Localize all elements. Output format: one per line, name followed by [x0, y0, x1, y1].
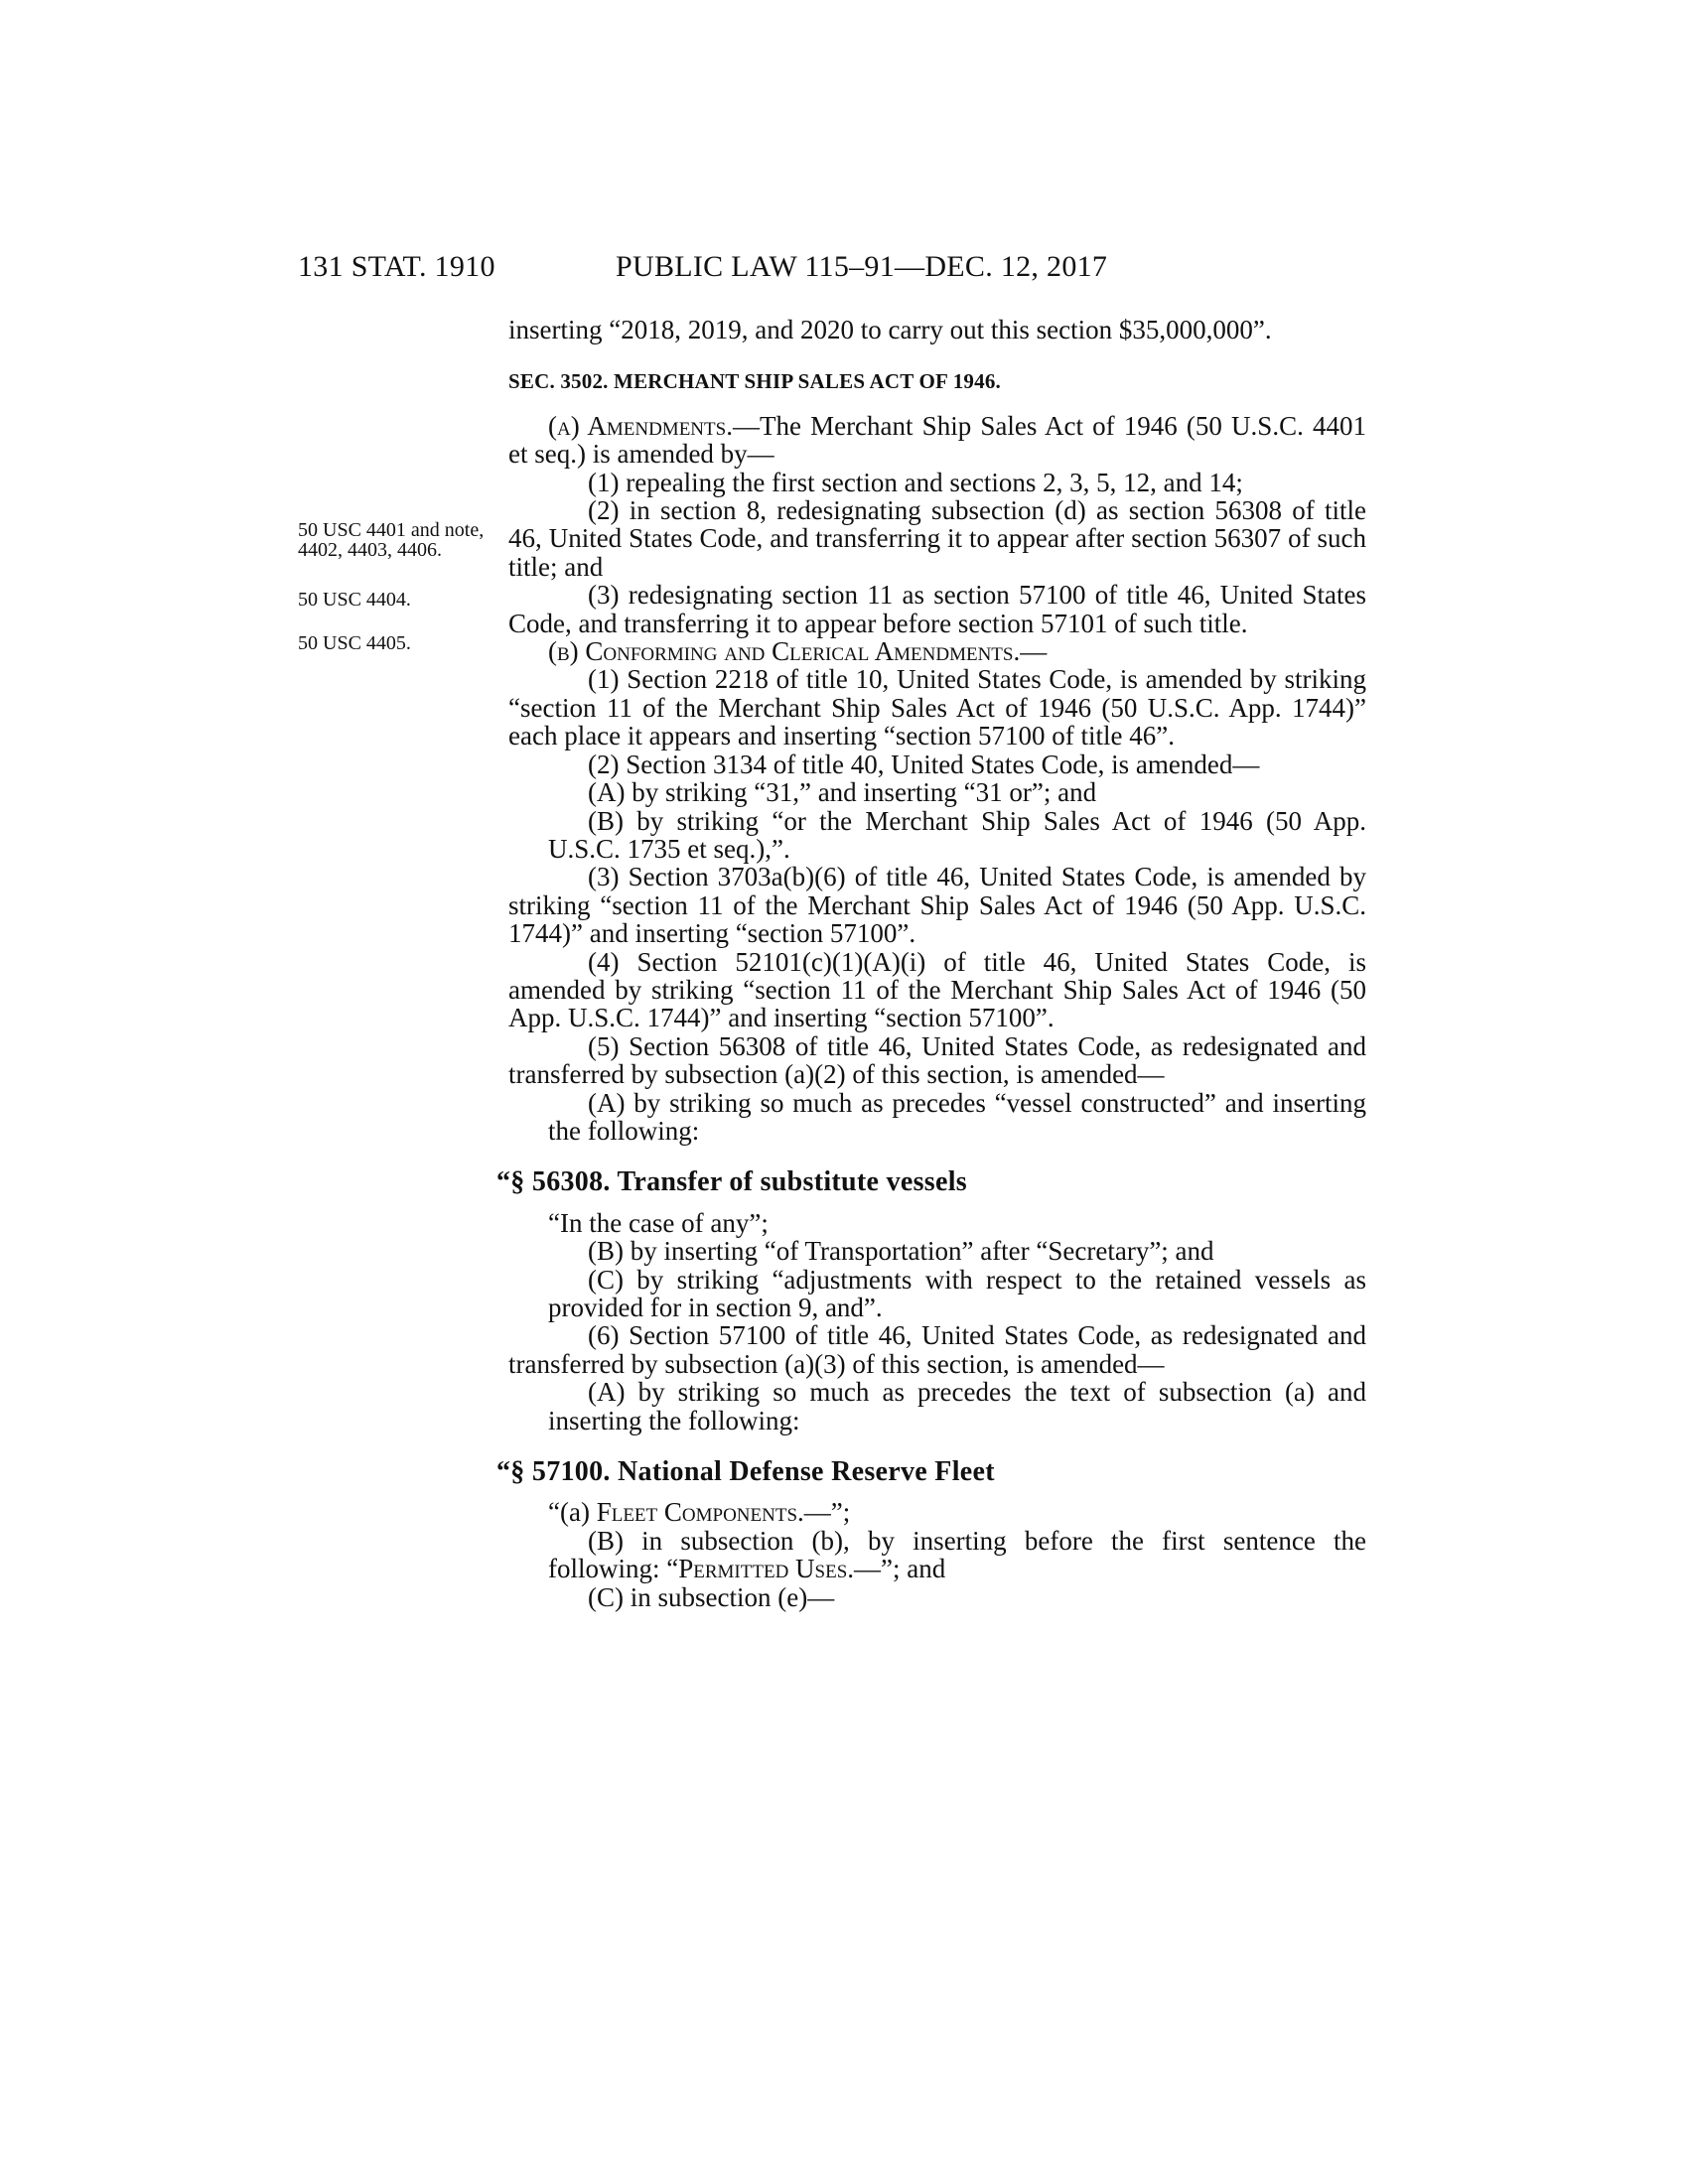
heading-56308: “§ 56308. Transfer of substitute vessels	[496, 1166, 967, 1198]
subparagraph-b5C: (C) by striking “adjustments with respect to the retained vessels as provided for in section 9, and”.	[548, 1264, 1366, 1322]
subsection-b-label: (b) Conforming and Clerical Amendments.	[548, 636, 1021, 667]
section-heading: SEC. 3502. MERCHANT SHIP SALES ACT OF 1946.	[508, 369, 1001, 394]
subparagraph-b6C: (C) in subsection (e)—	[588, 1581, 835, 1612]
heading-57100: “§ 57100. National Defense Reserve Fleet	[496, 1456, 995, 1488]
statute-page-number: 131 STAT. 1910	[298, 250, 495, 283]
running-header	[298, 250, 1211, 290]
subparagraph-b6A: (A) by striking so much as precedes the text of subsection (a) and inserting the following:	[548, 1377, 1366, 1435]
margin-note-usc-4405: 50 USC 4405.	[298, 632, 411, 654]
paragraph-b3: (3) Section 3703a(b)(6) of title 46, United States Code, is amended by striking “section 11 of the Merchant Ship Sales Act of 1946 (50 App. U.S.C. 1744)” and inserting “section 57100”.	[508, 862, 1366, 949]
subsection-a-label: (a) Amendments.	[548, 410, 733, 441]
paragraph-b1: (1) Section 2218 of title 10, United States Code, is amended by striking “section 11 of the Merchant Ship Sales Act of 1946 (50 U.S.C. App. 1744)” each place it appears and inserting “section 57100 of title 46”.	[508, 664, 1366, 751]
paragraph-a2: (2) in section 8, redesignating subsection (d) as section 56308 of title 46, United States Code, and transferring it to appear after section 56307 of such title; and	[508, 495, 1366, 582]
subparagraph-b2A: (A) by striking “31,” and inserting “31 or”; and	[588, 777, 1097, 808]
continued-text: inserting “2018, 2019, and 2020 to carry out this section $35,000,000”.	[508, 315, 1272, 344]
paragraph-b5: (5) Section 56308 of title 46, United States Code, as redesignated and transferred by subsection (a)(2) of this section, is amended—	[508, 1030, 1366, 1090]
subparagraph-b5B: (B) by inserting “of Transportation” after “Secretary”; and	[588, 1236, 1214, 1267]
subsection-a-text: —The Merchant Ship Sales Act of 1946 (50 U.S.C. 4401 et seq.) is amended by—	[508, 410, 1366, 470]
quoted-56308: “In the case of any”;	[548, 1207, 769, 1238]
subparagraph-b2B: (B) by striking “or the Merchant Ship Sales Act of 1946 (50 App. U.S.C. 1735 et seq.),”.	[548, 805, 1366, 864]
paragraph-b4: (4) Section 52101(c)(1)(A)(i) of title 46, United States Code, is amended by striking “section 11 of the Merchant Ship Sales Act of 1946 (50 App. U.S.C. 1744)” and inserting “section 57100”.	[508, 946, 1366, 1033]
margin-note-usc-4401: 50 USC 4401 and note, 4402, 4403, 4406.	[298, 519, 485, 561]
subsection-b: (b) Conforming and Clerical Amendments.—	[548, 636, 1048, 667]
paragraph-a1: (1) repealing the first section and sections 2, 3, 5, 12, and 14;	[588, 467, 1243, 497]
subparagraph-b6B: (B) in subsection (b), by inserting before the first sentence the following: “Permitted Uses.—”; and	[548, 1525, 1366, 1584]
paragraph-b6: (6) Section 57100 of title 46, United States Code, as redesignated and transferred by subsection (a)(3) of this section, is amended—	[508, 1320, 1366, 1379]
body-text	[496, 315, 1366, 1612]
subparagraph-b5A: (A) by striking so much as precedes “vessel constructed” and inserting the following:	[548, 1087, 1366, 1146]
quoted-57100: “(a) Fleet Components.—”;	[548, 1497, 851, 1528]
paragraph-b2: (2) Section 3134 of title 40, United States Code, is amended—	[588, 749, 1260, 779]
public-law-title: PUBLIC LAW 115–91—DEC. 12, 2017	[616, 250, 1108, 283]
paragraph-a3: (3) redesignating section 11 as section 57100 of title 46, United States Code, and transferring it to appear before section 57101 of such title.	[508, 580, 1366, 638]
subsection-a	[508, 412, 1366, 469]
margin-note-usc-4404: 50 USC 4404.	[298, 589, 411, 611]
